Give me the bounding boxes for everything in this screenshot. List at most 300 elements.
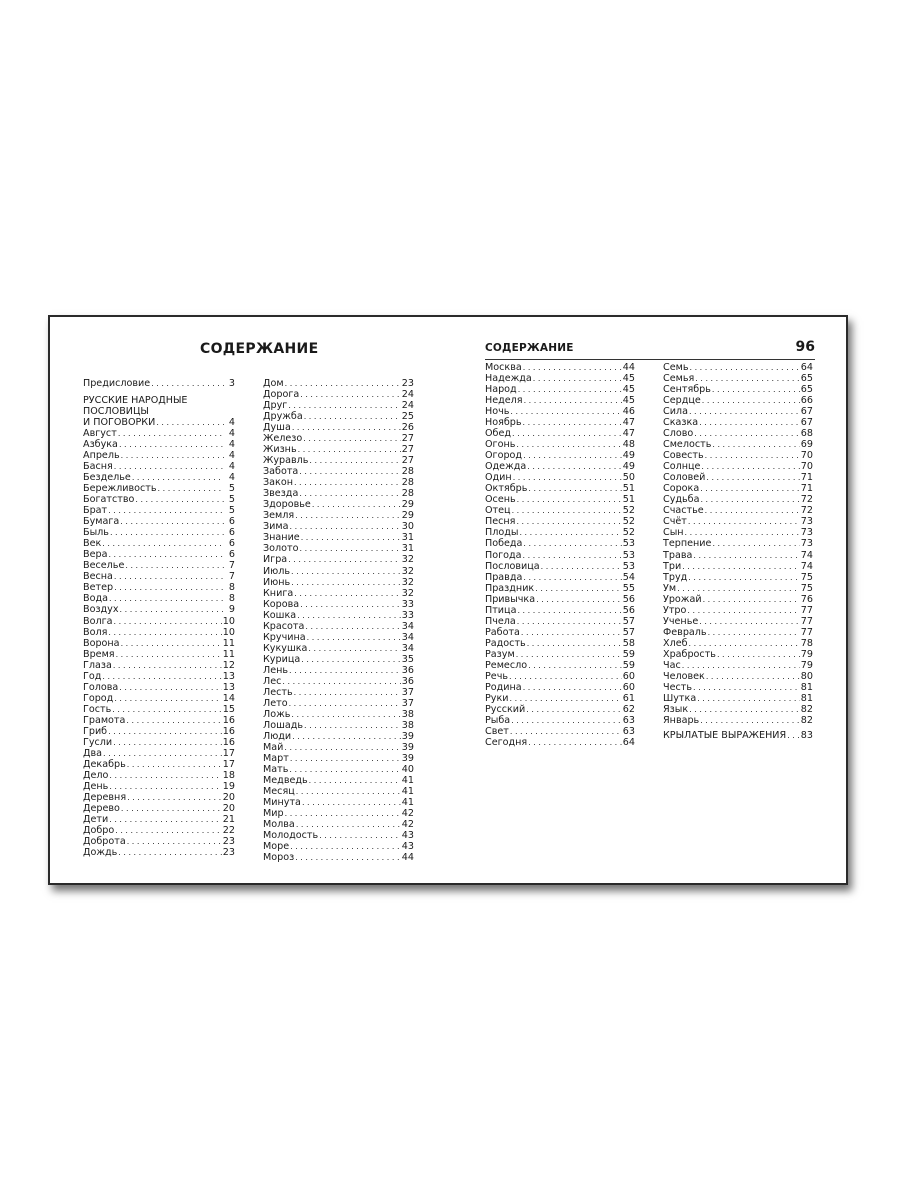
toc-entry-label: Ум [663, 582, 677, 594]
toc-entry[interactable] [263, 731, 414, 742]
toc-entry[interactable] [485, 572, 635, 583]
toc-entry[interactable] [485, 450, 635, 461]
toc-entry[interactable] [83, 439, 235, 450]
toc-entry[interactable] [663, 362, 813, 373]
toc-entry[interactable] [263, 632, 414, 643]
toc-entry[interactable] [263, 709, 414, 720]
toc-entry-label: Русский [485, 703, 526, 715]
toc-entry-label: Басня [83, 461, 113, 473]
toc-entry-page: 45 [622, 384, 635, 396]
toc-entry-label: Декабрь [83, 758, 126, 770]
toc-entry[interactable] [485, 428, 635, 439]
leader-dots [712, 439, 799, 450]
toc-entry[interactable] [663, 538, 813, 549]
toc-entry-page: 74 [800, 560, 813, 572]
leader-dots [518, 384, 622, 395]
toc-entry-page: 59 [622, 648, 635, 660]
toc-entry-page: 8 [228, 593, 235, 605]
toc-entry[interactable] [83, 450, 235, 461]
leader-dots [687, 605, 799, 616]
toc-entry[interactable] [83, 825, 235, 836]
toc-entry[interactable] [263, 532, 414, 543]
leader-dots [284, 742, 400, 753]
toc-entry[interactable] [485, 417, 635, 428]
page-number: 96 [795, 339, 815, 355]
toc-entry-section[interactable] [83, 417, 235, 428]
toc-entry[interactable] [663, 649, 813, 660]
toc-entry[interactable] [83, 847, 235, 858]
toc-entry[interactable] [663, 572, 813, 583]
toc-entry[interactable] [485, 737, 635, 748]
toc-entry[interactable] [663, 450, 813, 461]
toc-entry[interactable] [485, 516, 635, 527]
toc-entry[interactable] [263, 433, 414, 444]
toc-entry[interactable] [263, 643, 414, 654]
toc-entry[interactable] [83, 792, 235, 803]
toc-entry-label: Слово [663, 428, 694, 440]
toc-entry[interactable] [663, 395, 813, 406]
toc-entry[interactable] [263, 797, 414, 808]
leader-dots [517, 605, 621, 616]
toc-entry[interactable] [663, 605, 813, 616]
toc-entry[interactable] [485, 715, 635, 726]
leader-dots [300, 599, 401, 610]
toc-entry-label: Предисловие [83, 378, 151, 389]
toc-entry[interactable] [663, 472, 813, 483]
toc-entry[interactable] [83, 483, 235, 494]
toc-entry[interactable] [663, 638, 813, 649]
toc-entry-label: Свет [485, 725, 509, 737]
toc-entry[interactable] [485, 406, 635, 417]
toc-entry-label: Ложь [263, 708, 291, 720]
leader-dots [288, 554, 401, 565]
toc-entry-page: 50 [622, 472, 635, 484]
toc-entry[interactable] [663, 417, 813, 428]
toc-entry[interactable] [485, 362, 635, 373]
toc-entry-label: Вера [83, 549, 108, 561]
toc-entry[interactable] [663, 682, 813, 693]
toc-entry[interactable] [83, 781, 235, 792]
toc-entry[interactable] [663, 483, 813, 494]
leader-dots [108, 549, 224, 560]
toc-entry-page: 30 [401, 521, 414, 533]
toc-entry[interactable] [83, 593, 235, 604]
leader-dots [102, 671, 221, 682]
toc-entry-label: Курица [263, 653, 301, 665]
toc-entry[interactable] [263, 566, 414, 577]
leader-dots [156, 417, 224, 428]
leader-dots [301, 532, 401, 543]
toc-entry-label: Трава [663, 549, 693, 561]
toc-entry[interactable] [263, 742, 414, 753]
leader-dots [523, 362, 622, 373]
toc-entry-label: Плоды [485, 527, 519, 539]
toc-entry-page: 4 [228, 439, 235, 451]
leader-dots [689, 638, 800, 649]
toc-entry-page: 37 [401, 697, 414, 709]
toc-entry[interactable] [263, 654, 414, 665]
toc-entry[interactable] [485, 671, 635, 682]
toc-entry-page: 34 [401, 642, 414, 654]
toc-entry[interactable] [83, 748, 235, 759]
toc-entry[interactable] [663, 406, 813, 417]
toc-entry[interactable] [663, 439, 813, 450]
toc-entry[interactable] [485, 538, 635, 549]
toc-entry-page: 28 [401, 477, 414, 489]
toc-entry[interactable] [263, 687, 414, 698]
toc-entry-label: Обед [485, 428, 512, 440]
leader-dots [516, 439, 621, 450]
toc-entry-page: 65 [800, 384, 813, 396]
toc-entry[interactable] [263, 852, 414, 863]
leader-dots [689, 406, 800, 417]
toc-entry-page: 45 [622, 395, 635, 407]
toc-entry[interactable] [263, 378, 414, 389]
toc-entry[interactable] [263, 819, 414, 830]
toc-entry[interactable] [263, 698, 414, 709]
toc-entry-label: Честь [663, 681, 692, 693]
leader-dots [519, 527, 621, 538]
toc-entry[interactable] [263, 400, 414, 411]
toc-entry[interactable] [485, 638, 635, 649]
leader-dots [712, 538, 799, 549]
toc-entry[interactable] [263, 610, 414, 621]
toc-entry[interactable] [263, 621, 414, 632]
toc-entry[interactable] [263, 786, 414, 797]
leader-dots [700, 494, 799, 505]
toc-entry-label: Гусли [83, 736, 113, 748]
leader-dots [103, 748, 222, 759]
toc-entry[interactable] [485, 616, 635, 627]
toc-entry[interactable] [263, 455, 414, 466]
toc-entry-page: 67 [800, 406, 813, 418]
toc-entry-page: 16 [222, 725, 235, 737]
toc-entry[interactable] [83, 671, 235, 682]
toc-entry[interactable] [663, 428, 813, 439]
toc-entry[interactable] [263, 488, 414, 499]
toc-entry[interactable] [263, 665, 414, 676]
toc-entry[interactable] [83, 704, 235, 715]
leader-dots [132, 472, 224, 483]
toc-entry[interactable] [263, 764, 414, 775]
leader-dots [541, 561, 622, 572]
toc-entry-label: Мир [263, 808, 284, 820]
toc-entry-label: Город [83, 692, 114, 704]
toc-entry-label: Привычка [485, 593, 536, 605]
toc-entry[interactable] [83, 660, 235, 671]
toc-entry-page: 20 [222, 803, 235, 815]
toc-entry[interactable] [485, 373, 635, 384]
toc-entry[interactable] [663, 384, 813, 395]
toc-entry-label: Забота [263, 466, 299, 478]
leader-dots [302, 797, 401, 808]
toc-entry[interactable] [485, 461, 635, 472]
toc-entry-label: Сегодня [485, 737, 528, 749]
leader-dots [290, 521, 401, 532]
toc-entry[interactable] [663, 527, 813, 538]
toc-entry-page: 41 [401, 797, 414, 809]
leader-dots [689, 704, 800, 715]
toc-entry[interactable] [83, 693, 235, 704]
toc-entry-label: Медведь [263, 775, 308, 787]
toc-entry[interactable] [263, 841, 414, 852]
toc-entry-page: 53 [622, 560, 635, 572]
toc-entry-section-krylatye[interactable] [663, 730, 813, 741]
toc-entry-label: Работа [485, 626, 520, 638]
leader-dots [295, 510, 401, 521]
toc-entry[interactable] [83, 715, 235, 726]
toc-entry-page: 5 [228, 505, 235, 517]
toc-entry[interactable] [83, 770, 235, 781]
toc-entry-label: Голова [83, 681, 119, 693]
toc-entry-label: Ремесло [485, 659, 528, 671]
toc-entry-page: 56 [622, 604, 635, 616]
toc-entry-label: Семь [663, 362, 689, 373]
toc-entry[interactable] [663, 505, 813, 516]
toc-entry-page: 29 [401, 510, 414, 522]
toc-entry[interactable] [485, 660, 635, 671]
leader-dots [127, 792, 222, 803]
toc-entry-page: 70 [800, 461, 813, 473]
running-head-title: СОДЕРЖАНИЕ [485, 342, 574, 354]
toc-entry-label: Дом [263, 378, 284, 389]
toc-entry[interactable] [663, 660, 813, 671]
toc-entry-page: 81 [800, 692, 813, 704]
toc-entry-page: 4 [228, 450, 235, 462]
toc-entry[interactable] [485, 583, 635, 594]
toc-entry[interactable] [83, 516, 235, 527]
toc-entry-label: Лес [263, 675, 282, 687]
toc-entry[interactable] [485, 682, 635, 693]
toc-entry[interactable] [663, 583, 813, 594]
toc-entry[interactable] [83, 505, 235, 516]
toc-entry[interactable] [485, 505, 635, 516]
toc-entry-page: 80 [800, 670, 813, 682]
toc-entry-label: Два [83, 747, 103, 759]
leader-dots [527, 638, 622, 649]
toc-entry-page: 61 [622, 692, 635, 704]
toc-entry[interactable] [485, 726, 635, 737]
leader-dots [528, 737, 622, 748]
toc-entry[interactable] [663, 627, 813, 638]
leader-dots [120, 516, 224, 527]
toc-entry-page: 32 [401, 565, 414, 577]
toc-entry[interactable] [485, 439, 635, 450]
leader-dots [135, 494, 224, 505]
toc-entry-page: 25 [401, 411, 414, 423]
leader-dots [102, 538, 224, 549]
toc-entry[interactable] [663, 461, 813, 472]
toc-entry[interactable] [83, 461, 235, 472]
toc-entry[interactable] [263, 720, 414, 731]
toc-entry-page: 5 [228, 483, 235, 495]
toc-entry-label: Утро [663, 604, 687, 616]
toc-entry[interactable] [485, 395, 635, 406]
toc-entry[interactable] [83, 649, 235, 660]
toc-entry[interactable] [263, 577, 414, 588]
toc-entry-page: 27 [401, 444, 414, 456]
toc-entry-page: 52 [622, 527, 635, 539]
toc-entry[interactable] [83, 472, 235, 483]
toc-entry[interactable] [663, 373, 813, 384]
toc-entry-label: Июль [263, 565, 291, 577]
toc-entry[interactable] [663, 671, 813, 682]
toc-entry[interactable] [83, 560, 235, 571]
toc-entry[interactable] [485, 594, 635, 605]
toc-entry[interactable] [263, 775, 414, 786]
leader-dots [291, 577, 401, 588]
toc-entry[interactable] [263, 521, 414, 532]
toc-entry-preface[interactable] [83, 378, 235, 389]
toc-entry[interactable] [485, 483, 635, 494]
toc-entry[interactable] [263, 499, 414, 510]
leader-dots [112, 704, 222, 715]
toc-entry-label: Родина [485, 681, 522, 693]
toc-entry-label: Пчела [485, 615, 516, 627]
toc-entry-page: 51 [622, 483, 635, 495]
toc-entry[interactable] [663, 516, 813, 527]
toc-entry-label: Апрель [83, 450, 120, 462]
toc-entry[interactable] [663, 715, 813, 726]
toc-entry-label: Безделье [83, 472, 131, 484]
leader-dots [291, 566, 401, 577]
toc-entry-page: 71 [800, 472, 813, 484]
toc-entry[interactable] [83, 527, 235, 538]
leader-dots [517, 616, 622, 627]
toc-entry[interactable] [83, 759, 235, 770]
toc-entry[interactable] [83, 582, 235, 593]
leader-dots [533, 373, 622, 384]
leader-dots [114, 582, 224, 593]
toc-entry[interactable] [485, 527, 635, 538]
toc-entry-page: 14 [222, 692, 235, 704]
toc-entry[interactable] [663, 494, 813, 505]
leader-dots [126, 715, 221, 726]
toc-entry-page: 5 [228, 494, 235, 506]
toc-entry-page: 28 [401, 488, 414, 500]
toc-entry[interactable] [263, 554, 414, 565]
toc-entry[interactable] [485, 649, 635, 660]
toc-entry[interactable] [485, 550, 635, 561]
toc-entry[interactable] [83, 604, 235, 615]
toc-entry[interactable] [263, 676, 414, 687]
toc-entry[interactable] [83, 538, 235, 549]
toc-entry-label: Грамота [83, 714, 126, 726]
toc-entry-page: 4 [228, 417, 235, 428]
toc-entry-page: 32 [401, 587, 414, 599]
toc-entry[interactable] [263, 411, 414, 422]
toc-entry[interactable] [485, 605, 635, 616]
toc-entry[interactable] [263, 444, 414, 455]
toc-entry-label: Счастье [663, 505, 704, 517]
toc-entry[interactable] [485, 384, 635, 395]
toc-entry-page: 73 [800, 538, 813, 550]
toc-entry-page: 51 [622, 494, 635, 506]
toc-entry[interactable] [663, 693, 813, 704]
toc-entry-label: Шутка [663, 692, 697, 704]
toc-entry-page: 69 [800, 439, 813, 451]
toc-entry[interactable] [83, 494, 235, 505]
leader-dots [512, 428, 622, 439]
toc-entry[interactable] [83, 814, 235, 825]
toc-entry-label: Глаза [83, 659, 112, 671]
toc-entry[interactable] [485, 704, 635, 715]
toc-entry[interactable] [83, 627, 235, 638]
toc-entry-label: Лето [263, 697, 288, 709]
toc-entry[interactable] [485, 561, 635, 572]
toc-entry-label: Надежда [485, 373, 532, 385]
leader-dots [517, 494, 622, 505]
toc-entry[interactable] [263, 422, 414, 433]
toc-entry[interactable] [83, 549, 235, 560]
toc-entry[interactable] [485, 472, 635, 483]
leader-dots [697, 693, 800, 704]
toc-entry[interactable] [663, 594, 813, 605]
toc-entry[interactable] [263, 808, 414, 819]
toc-entry[interactable] [263, 588, 414, 599]
toc-entry-page: 42 [401, 808, 414, 820]
toc-entry-label: Победа [485, 538, 523, 550]
leader-dots [110, 527, 224, 538]
toc-entry-page: 15 [222, 703, 235, 715]
toc-entry-label: Доброта [83, 836, 126, 848]
toc-entry-page: 67 [800, 417, 813, 429]
toc-entry[interactable] [663, 616, 813, 627]
toc-entry[interactable] [485, 627, 635, 638]
toc-entry-label: Дружба [263, 411, 303, 423]
toc-entry-page: 21 [222, 814, 235, 826]
leader-dots [109, 814, 222, 825]
toc-entry[interactable] [663, 704, 813, 715]
toc-entry[interactable] [83, 428, 235, 439]
toc-entry-label: Разум [485, 648, 515, 660]
toc-entry-page: 6 [228, 527, 235, 539]
leader-dots [305, 621, 400, 632]
toc-entry[interactable] [83, 737, 235, 748]
leader-dots [706, 472, 799, 483]
toc-entry-page: 65 [800, 373, 813, 385]
toc-entry[interactable] [263, 599, 414, 610]
toc-entry-label: Люди [263, 730, 292, 742]
toc-entry[interactable] [83, 638, 235, 649]
toc-entry[interactable] [485, 693, 635, 704]
toc-entry[interactable] [663, 561, 813, 572]
toc-entry-label: Руки [485, 692, 509, 704]
toc-entry[interactable] [263, 477, 414, 488]
toc-entry[interactable] [83, 616, 235, 627]
toc-entry[interactable] [263, 466, 414, 477]
toc-entry[interactable] [83, 571, 235, 582]
toc-entry[interactable] [263, 510, 414, 521]
toc-entry[interactable] [663, 550, 813, 561]
toc-entry[interactable] [263, 389, 414, 400]
toc-entry[interactable] [485, 494, 635, 505]
toc-entry-page: 27 [401, 455, 414, 467]
toc-entry-page: 23 [222, 836, 235, 848]
toc-entry[interactable] [263, 753, 414, 764]
toc-entry[interactable] [263, 543, 414, 554]
toc-entry[interactable] [83, 803, 235, 814]
leader-dots [113, 660, 222, 671]
leader-dots [700, 483, 800, 494]
toc-entry-page: 34 [401, 620, 414, 632]
toc-entry[interactable] [83, 836, 235, 847]
leader-dots [693, 682, 800, 693]
toc-entry[interactable] [83, 726, 235, 737]
toc-entry[interactable] [263, 830, 414, 841]
toc-entry[interactable] [83, 682, 235, 693]
leader-dots [523, 572, 621, 583]
